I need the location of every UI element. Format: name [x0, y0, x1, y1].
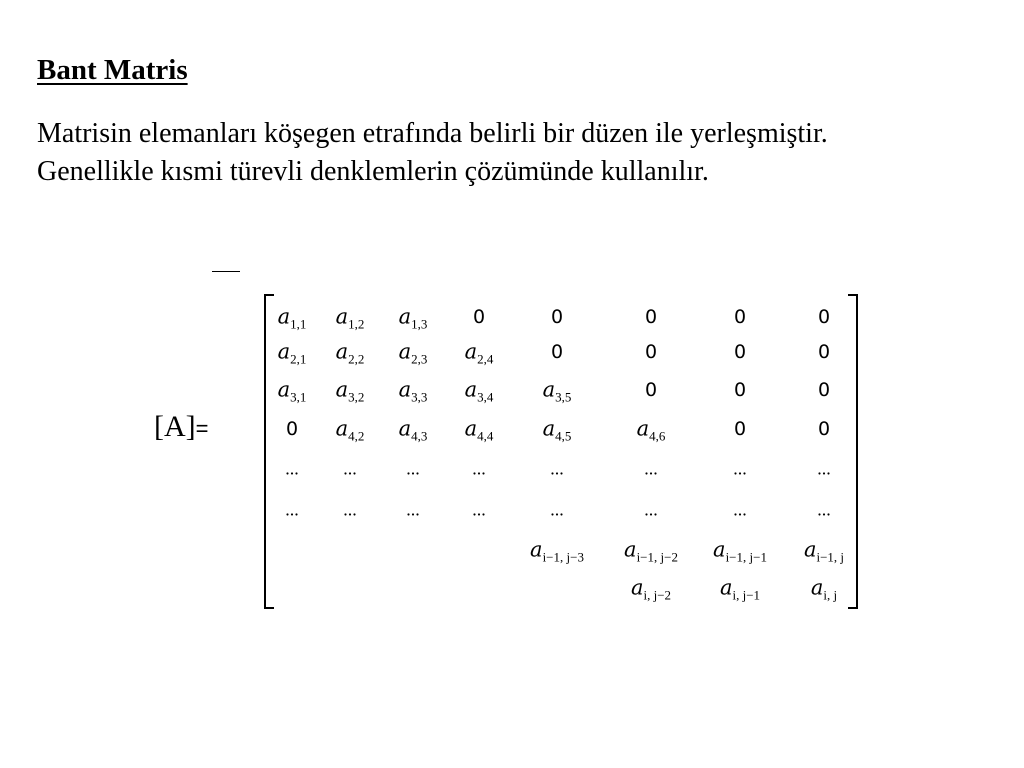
matrix-cell-r6-c6: ... — [644, 499, 658, 520]
matrix-cell-r2-c4: $a_{2,4}$ — [464, 339, 494, 367]
matrix-cell-r7-c8: $a_{i-1, j}$ — [803, 537, 845, 565]
matrix-cell-r3-c6: 0 — [644, 379, 658, 401]
right-bracket — [848, 294, 858, 609]
matrix-cell-r3-c8: 0 — [817, 379, 831, 401]
matrix-cell-r1-c1: $a_{1,1}$ — [277, 304, 307, 332]
matrix-cell-r8-c8: $a_{i, j}$ — [810, 575, 838, 603]
matrix-cell-r3-c2: $a_{3,2}$ — [335, 377, 365, 405]
matrix-cell-r3-c4: $a_{3,4}$ — [464, 377, 494, 405]
matrix-cell-r5-c7: ... — [733, 458, 747, 479]
matrix-cell-r6-c8: ... — [817, 499, 831, 520]
matrix-cell-r7-c6: $a_{i-1, j-2}$ — [624, 537, 678, 565]
matrix-cell-r4-c2: $a_{4,2}$ — [335, 416, 365, 444]
matrix-cell-r2-c5: 0 — [550, 341, 564, 363]
matrix-label — [154, 410, 209, 444]
matrix-name: [A] — [154, 410, 196, 443]
matrix-cell-r5-c6: ... — [644, 458, 658, 479]
matrix-cell-r3-c5: $a_{3,5}$ — [542, 377, 572, 405]
matrix-cell-r6-c3: ... — [406, 499, 420, 520]
matrix-cell-r7-c5: $a_{i-1, j-3}$ — [530, 537, 584, 565]
matrix-cell-r4-c7: 0 — [733, 418, 747, 440]
matrix-cell-r8-c7: $a_{i, j-1}$ — [719, 575, 761, 603]
matrix-cell-r1-c5: 0 — [550, 306, 564, 328]
dash-mark — [212, 271, 240, 272]
slide-body — [37, 115, 828, 191]
matrix-cell-r5-c3: ... — [406, 458, 420, 479]
matrix-cell-r1-c7: 0 — [733, 306, 747, 328]
slide-title: Bant Matris — [37, 54, 188, 86]
matrix-cell-r5-c1: ... — [285, 458, 299, 479]
matrix-cell-r6-c1: ... — [285, 499, 299, 520]
matrix-cell-r4-c3: $a_{4,3}$ — [398, 416, 428, 444]
matrix-cell-r5-c4: ... — [472, 458, 486, 479]
matrix-cell-r3-c7: 0 — [733, 379, 747, 401]
matrix-cell-r7-c7: $a_{i-1, j-1}$ — [713, 537, 767, 565]
left-bracket — [264, 294, 274, 609]
matrix-cell-r5-c5: ... — [550, 458, 564, 479]
matrix-cell-r6-c2: ... — [343, 499, 357, 520]
matrix-cell-r2-c6: 0 — [644, 341, 658, 363]
matrix-cell-r6-c7: ... — [733, 499, 747, 520]
matrix-cell-r6-c4: ... — [472, 499, 486, 520]
matrix-cell-r4-c5: $a_{4,5}$ — [542, 416, 572, 444]
matrix-cell-r5-c8: ... — [817, 458, 831, 479]
matrix-cell-r1-c2: $a_{1,2}$ — [335, 304, 365, 332]
matrix-cell-r2-c1: $a_{2,1}$ — [277, 339, 307, 367]
matrix-cell-r3-c1: $a_{3,1}$ — [277, 377, 307, 405]
matrix-cell-r4-c4: $a_{4,4}$ — [464, 416, 494, 444]
matrix-cell-r1-c3: $a_{1,3}$ — [398, 304, 428, 332]
matrix-cell-r1-c6: 0 — [644, 306, 658, 328]
matrix-cell-r4-c6: $a_{4,6}$ — [636, 416, 666, 444]
matrix-cell-r4-c1: 0 — [285, 418, 299, 440]
body-line-2: Genellikle kısmi türevli denklemlerin çözümünde kullanılır. — [37, 156, 709, 187]
matrix-cell-r2-c2: $a_{2,2}$ — [335, 339, 365, 367]
body-line-1: Matrisin elemanları köşegen etrafında belirli bir düzen ile yerleşmiştir. — [37, 118, 828, 149]
matrix-cell-r6-c5: ... — [550, 499, 564, 520]
matrix-cell-r2-c8: 0 — [817, 341, 831, 363]
matrix-cell-r4-c8: 0 — [817, 418, 831, 440]
band-matrix — [262, 292, 862, 610]
matrix-cell-r1-c4: 0 — [472, 306, 486, 328]
matrix-cell-r2-c7: 0 — [733, 341, 747, 363]
matrix-cell-r2-c3: $a_{2,3}$ — [398, 339, 428, 367]
matrix-cell-r3-c3: $a_{3,3}$ — [398, 377, 428, 405]
matrix-cell-r1-c8: 0 — [817, 306, 831, 328]
matrix-cell-r8-c6: $a_{i, j-2}$ — [630, 575, 672, 603]
equals-sign: = — [195, 416, 209, 441]
matrix-cell-r5-c2: ... — [343, 458, 357, 479]
